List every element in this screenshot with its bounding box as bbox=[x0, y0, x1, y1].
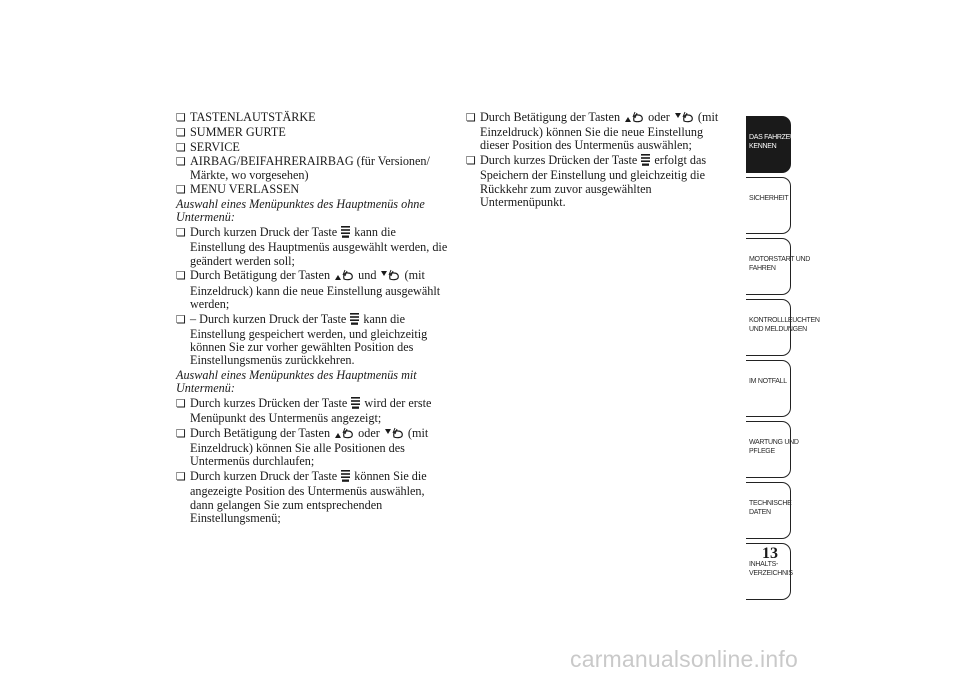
bullet-text: SUMMER GURTE bbox=[190, 124, 286, 139]
down-icon bbox=[380, 269, 400, 284]
bullet-item bbox=[176, 126, 448, 139]
bullet-item bbox=[176, 183, 448, 196]
bullet-text: oder bbox=[645, 110, 673, 124]
bullet-text: Durch kurzen Druck der Taste bbox=[190, 225, 341, 240]
chapter-tab-label: VERZEICHNIS bbox=[749, 570, 793, 577]
chapter-tab-label: SICHERHEIT bbox=[749, 195, 789, 202]
up-icon bbox=[624, 111, 644, 126]
chapter-tab[interactable] bbox=[746, 360, 791, 417]
bullet-text: können Sie die angezeigte Position des Untermenüs auswählen, dann gelangen Sie zum entsprechenden Einstellungsmenü; bbox=[190, 469, 427, 525]
bullet-text: Durch kurzen Druck der Taste bbox=[190, 469, 341, 484]
bullet-item bbox=[176, 397, 448, 425]
chapter-tab-label: DATEN bbox=[749, 509, 771, 516]
bullet-text: Durch kurzes Drücken der Taste bbox=[190, 396, 351, 410]
bullet-text: erfolgt das Speichern der Einstellung und gleichzeitig die Rückkehr zum zuvor ausgewählten Untermenüpunkt. bbox=[480, 153, 707, 209]
chapter-tab-label: IM NOTFALL bbox=[749, 378, 787, 385]
chapter-tab-label: UND MELDUNGEN bbox=[749, 326, 807, 333]
bullet-text: (mit Einzeldruck) können Sie die neue Einstellung dieser Position des Untermenüs auswählen; bbox=[480, 110, 719, 153]
bullet-text: MENU VERLASSEN bbox=[190, 182, 300, 197]
page-number: 13 bbox=[762, 545, 778, 562]
set-icon bbox=[341, 470, 350, 485]
bullet-text: und bbox=[355, 268, 380, 283]
bullet-text: kann die Einstellung des Hauptmenüs ausgewählt werden, die geändert werden soll; bbox=[190, 225, 448, 268]
bullet-text: Durch Betätigung der Tasten bbox=[190, 268, 334, 283]
bullet-item bbox=[176, 111, 448, 124]
chapter-tab[interactable] bbox=[746, 421, 799, 478]
chapter-tabs bbox=[746, 116, 820, 604]
bullet-item bbox=[176, 313, 448, 368]
bullet-item bbox=[466, 154, 734, 209]
bullet-text: – Durch kurzen Druck der Taste bbox=[190, 311, 350, 326]
bullet-text: Durch Betätigung der Tasten bbox=[190, 426, 334, 440]
bullet-text: wird der erste Menüpunkt des Untermenüs angezeigt; bbox=[190, 396, 432, 426]
left-text-column bbox=[176, 111, 448, 527]
up-icon bbox=[334, 269, 354, 284]
down-icon bbox=[674, 111, 694, 126]
chapter-tab-label: TECHNISCHE bbox=[749, 500, 792, 507]
bullet-text: AIRBAG/BEIFAHRERAIRBAG (für Versionen/ Märkte, wo vorgesehen) bbox=[190, 154, 430, 182]
bullet-item bbox=[176, 141, 448, 154]
set-icon bbox=[341, 226, 350, 241]
chapter-tab-label: KENNEN bbox=[749, 143, 777, 150]
set-icon bbox=[350, 313, 359, 328]
chapter-tab-label: PFLEGE bbox=[749, 448, 775, 455]
chapter-tab[interactable] bbox=[746, 177, 791, 234]
bullet-item bbox=[176, 226, 448, 268]
bullet-text: (mit Einzeldruck) können Sie alle Positionen des Untermenüs durchlaufen; bbox=[190, 426, 429, 469]
bullet-text: TASTENLAUTSTÄRKE bbox=[190, 110, 316, 124]
chapter-tab-label: KONTROLLLEUCHTEN bbox=[749, 317, 820, 324]
set-icon bbox=[641, 154, 650, 169]
chapter-tab-label: WARTUNG UND bbox=[749, 439, 799, 446]
right-text-column bbox=[466, 111, 734, 211]
bullet-text: Durch Betätigung der Tasten bbox=[480, 110, 624, 124]
chapter-tab[interactable] bbox=[746, 482, 791, 539]
watermark: carmanualsonline.info bbox=[570, 646, 798, 672]
bullet-text: SERVICE bbox=[190, 139, 240, 154]
set-icon bbox=[351, 397, 360, 412]
down-icon bbox=[384, 427, 404, 442]
bullet-text: Durch kurzes Drücken der Taste bbox=[480, 153, 641, 168]
bullet-item bbox=[466, 111, 734, 153]
chapter-tab[interactable] bbox=[746, 116, 800, 173]
bullet-text: oder bbox=[355, 426, 383, 440]
chapter-tab[interactable] bbox=[746, 238, 811, 295]
bullet-item bbox=[176, 269, 448, 311]
chapter-tab-label: DAS FAHRZEUG bbox=[749, 134, 800, 141]
section-heading: Auswahl eines Menüpunktes des Hauptmenüs mit Untermenü: bbox=[176, 368, 417, 396]
bullet-item bbox=[176, 427, 448, 469]
section-heading: Auswahl eines Menüpunktes des Hauptmenüs ohne Untermenü: bbox=[176, 197, 425, 225]
up-icon bbox=[334, 427, 354, 442]
chapter-tab[interactable] bbox=[746, 299, 820, 356]
bullet-item bbox=[176, 155, 448, 181]
bullet-text: (mit Einzeldruck) kann die neue Einstellung ausgewählt werden; bbox=[190, 268, 441, 311]
chapter-tab-label: MOTORSTART UND bbox=[749, 256, 811, 263]
chapter-tab-label: FAHREN bbox=[749, 265, 776, 272]
bullet-text: kann die Einstellung gespeichert werden, und gleichzeitig können Sie zur vorher gewählten Position des Einstellungsmenüs zurückkehren. bbox=[190, 311, 428, 368]
chapter-tab-label: INHALTS- bbox=[749, 561, 778, 568]
bullet-item bbox=[176, 470, 448, 525]
